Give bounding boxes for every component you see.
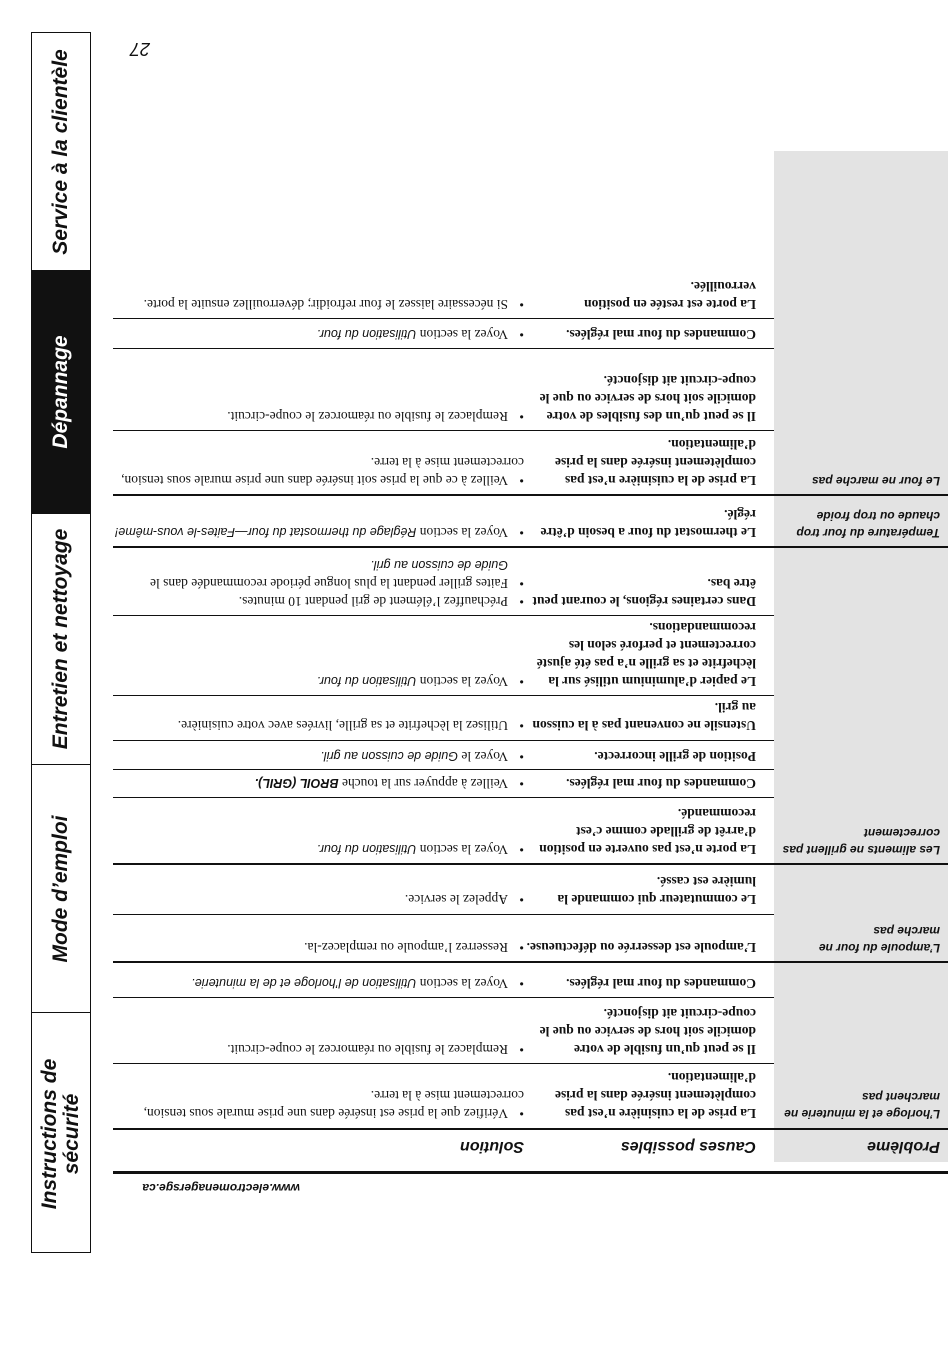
cause-text: La porte est restée en position verrouillée. (584, 279, 756, 312)
row-divider (113, 740, 774, 741)
group-divider (113, 863, 948, 865)
solution-text: •Appelez le service. (404, 892, 524, 907)
tab-label: Entretien et nettoyage (48, 528, 72, 750)
row-divider (113, 769, 774, 770)
cause-text: Commandes du four mal réglées. (566, 976, 756, 991)
solution-text: •Remplacez le fusible ou réamorcez le coupe-circuit. (227, 1042, 524, 1057)
solution-text: •Remplacez le fusible ou réamorcez le coupe-circuit. (227, 409, 524, 424)
header-divider (113, 1128, 948, 1130)
solution-text: •Préchauffez l’élément de gril pendant 10 minutes. •Faites griller pendant la plus longue période recommandée dans le Guide de cuisson au gril. (149, 558, 524, 609)
cause-text: Ustensile ne convenant pas à la cuisson au gril. (532, 700, 756, 733)
tab-label: Dépannage (48, 335, 72, 449)
solution-text: •Veillez à appuyer sur la touche BROIL (GRIL). (254, 776, 524, 791)
cause-text: Le thermostat du four a besoin d’être réglé. (540, 507, 756, 540)
solution-text: •Voyez la section Utilisation du four. (316, 842, 524, 857)
page-number: 27 (129, 39, 150, 59)
cause-text: Dans certaines régions, le courant peut être bas. (532, 576, 756, 609)
row-divider (113, 1063, 774, 1064)
cause-text: Il se peut qu’un des fusibles de votre domicile soit hors de service ou que le coupe-circuit ait disjoncté. (539, 373, 756, 424)
row-divider (113, 695, 774, 696)
solution-text: •Voyez la section Utilisation du four. (316, 674, 524, 689)
cause-text: La prise de la cuisinière n’est pas complètement insérée dans la prise d’alimentation. (555, 1070, 756, 1121)
problem-label: Le four ne marche pas (811, 474, 940, 488)
tab-label: Mode d’emploi (48, 815, 72, 962)
problem-label: Les aliments ne grillent pas correctement (782, 826, 940, 857)
row-divider (113, 997, 774, 998)
problem-label: L’ampoule du four ne marche pas (818, 924, 940, 955)
header-problem: Problème (867, 1138, 940, 1155)
solution-text: •Utilisez la lèchefrite et sa grille, livrées avec votre cuisinière. (177, 718, 524, 733)
row-divider (113, 797, 774, 798)
cause-text: Le commutateur qui commande la lumière est cassé. (557, 874, 756, 907)
row-divider (113, 430, 774, 431)
cause-text: La porte n’est pas ouverte en position d’arrêt de grillade comme c’est recommandé. (539, 806, 756, 857)
solution-text: •Voyez la section Utilisation du four. (316, 327, 524, 342)
header-solution: Solution (460, 1138, 524, 1155)
website-url[interactable]: www.electromenagersge.ca (142, 1181, 300, 1195)
row-divider (113, 615, 774, 616)
cause-text: Commandes du four mal réglées. (566, 327, 756, 342)
row-divider (113, 318, 774, 319)
group-divider (113, 494, 948, 496)
solution-text: •Resserrez l’ampoule ou remplacez-la. (304, 940, 524, 955)
solution-text: •Voyez la section Réglage du thermostat du four—Faites-le vous-même! (114, 525, 524, 540)
cause-text: Le papier d’aluminium utilisé sur la lèchefrite et sa grille n’a pas été ajusté correctement et perforé selon les recommandations. (536, 620, 756, 689)
cause-text: Il se peut qu’un fusible de votre domicile soit hors de service ou que le coupe-circuit ait disjoncté. (539, 1006, 756, 1057)
solution-text: •Vérifiez que la prise est insérée dans une prise murale sous tension, correctement mise à la terre. (143, 1088, 524, 1121)
row-divider (113, 348, 774, 349)
row-divider (113, 914, 774, 915)
header-causes: Causes possibles (620, 1138, 756, 1155)
problem-label: Température du four trop chaude ou trop froide (796, 509, 940, 540)
tab-label: Service à la clientèle (48, 48, 72, 255)
group-divider (113, 546, 948, 548)
cause-text: Commandes du four mal réglées. (566, 776, 756, 791)
solution-text: •Voyez le Guide de cuisson au gril. (320, 749, 524, 764)
problem-column-shading (774, 151, 948, 1162)
cause-text: La prise de la cuisinière n’est pas complètement insérée dans la prise d’alimentation. (555, 437, 756, 488)
cause-text: L’ampoule est desserrée ou défectueuse. (526, 940, 756, 955)
solution-text: •Veillez à ce que la prise soit insérée dans une prise murale sous tension, correctement mise à la terre. (121, 455, 524, 488)
divider (113, 1171, 948, 1174)
tab-label: Instructions de sécurité (37, 1058, 83, 1209)
solution-text: •Si nécessaire laissez le four refroidir; déverrouillez ensuite la porte. (143, 297, 524, 312)
cause-text: Position de grille incorrecte. (594, 749, 756, 764)
problem-label: L’horloge et la minuterie ne marchent pas (784, 1090, 940, 1121)
group-divider (113, 961, 948, 963)
solution-text: •Voyez la section Utilisation de l’horloge et de la minuterie. (191, 976, 524, 991)
